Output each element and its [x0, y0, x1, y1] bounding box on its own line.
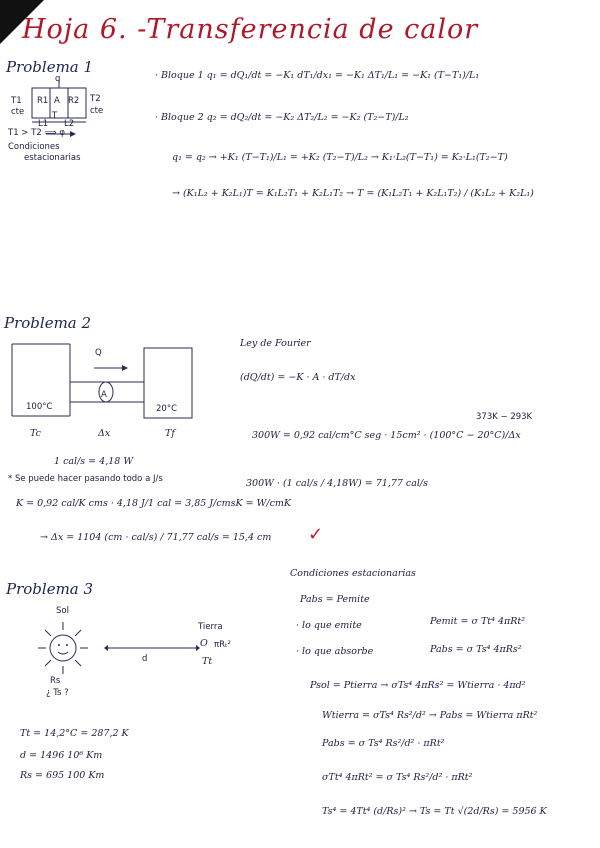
p1-line-4: → (K₁L₂ + K₂L₁)T = K₁L₂T₁ + K₂L₁T₂ → T = (K₁L₂T₁ + K₂L₁T₂) / (K₁L₂ + K₂L₁): [172, 188, 534, 199]
p2-diagram-cold: 20°C: [156, 404, 178, 414]
p2-diagram-tf: Tf: [165, 428, 175, 439]
diagram-a: A: [54, 96, 60, 106]
p2-conversion-2: 300W · (1 cal/s / 4,18W) = 71,77 cal/s: [246, 478, 429, 489]
p2-result: → Δx = 1104 (cm · cal/s) / 71,77 cal/s = 15,4 cm: [40, 532, 272, 543]
problem-3-heading: Problema 3: [6, 580, 94, 598]
sun-label: Sol: [56, 606, 69, 616]
p1-line-2: · Bloque 2 q₂ = dQ₂/dt = −K₂ ΔT₂/L₂ = −K₂ (T₂−T)/L₂: [155, 112, 409, 123]
diagram-cte-right: cte: [90, 106, 104, 116]
p2-sub-note: 373K − 293K: [476, 412, 533, 422]
problem-1-heading: Problema 1: [6, 58, 94, 76]
sun-temp-question: ¿ Ts ?: [46, 688, 69, 698]
cond-note-1: Condiciones: [8, 142, 60, 152]
distance-arrow: [104, 640, 204, 656]
p2-diagram-hot: 100°C: [26, 402, 53, 412]
p2-conversion: 1 cal/s = 4,18 W: [54, 456, 134, 467]
p2-diagram-q: Q: [95, 348, 102, 358]
p3-emite-label: · lo que emite: [296, 620, 362, 631]
p1-line-3: q₁ = q₂ → +K₁ (T−T₁)/L₁ = +K₂ (T₂−T)/L₂ → K₁·L₂(T−T₁) = K₂·L₁(T₂−T): [172, 152, 508, 163]
earth-temp: Tt: [202, 656, 213, 667]
fourier-title: Ley de Fourier: [240, 338, 311, 349]
p3-absorbe-label: · lo que absorbe: [296, 646, 374, 657]
p3-conditions: Condiciones estacionarias: [290, 568, 416, 579]
distance-label: d: [142, 654, 148, 664]
diagram-t: T: [52, 111, 58, 121]
p3-line-2: Wtierra = σTs⁴ Rs²/d² → Pabs = Wtierra πRt²: [322, 710, 538, 721]
p2-diagram-a: A: [101, 390, 107, 400]
p3-line-3: Pabs = σ Ts⁴ Rs²/d² · πRt²: [322, 738, 445, 749]
p2-k-line: K = 0,92 cal/K cms · 4,18 J/1 cal = 3,85 J/cmsK = W/cmK: [16, 498, 292, 509]
diagram-t2: T2: [90, 94, 101, 104]
diagram-cte-left: cte: [11, 107, 25, 117]
p2-note: * Se puede hacer pasando todo a J/s: [8, 474, 163, 484]
earth-label: Tierra: [198, 622, 223, 632]
diagram-l2: L2: [64, 119, 75, 129]
p3-line-5: Ts⁴ = 4Tt⁴ (d/Rs)² → Ts = Tt √(2d/Rs) = 5956 K: [322, 806, 547, 817]
diagram-r1: R1: [37, 96, 49, 106]
p3-line-1: Psol = Ptierra → σTs⁴ 4πRs² = Wtierra · 4πd²: [310, 680, 526, 691]
check-mark: ✓: [308, 524, 324, 545]
p3-data-2: d = 1496 10⁶ Km: [20, 750, 103, 761]
sun-icon: [30, 618, 100, 678]
sun-radius: Rs: [50, 676, 61, 686]
diagram-t1: T1: [11, 96, 22, 106]
p3-data-3: Rs = 695 100 Km: [20, 770, 105, 781]
diagram-condition: T1 > T2 ⟹ φ: [8, 128, 65, 138]
p3-pabs: Pabs = Pemite: [300, 594, 370, 605]
problem-2-heading: Problema 2: [4, 314, 92, 332]
fourier-law: (dQ/dt) = −K · A · dT/dx: [240, 372, 356, 383]
p3-line-4: σTt⁴ 4πRt² = σ Ts⁴ Rs²/d² · πRt²: [322, 772, 473, 783]
p3-data-1: Tt = 14,2°C = 287,2 K: [20, 728, 129, 739]
earth-area: πRₜ²: [214, 640, 231, 650]
problem-2-diagram: [10, 340, 200, 430]
diagram-q: q: [55, 74, 61, 84]
diagram-l1: L1: [38, 119, 49, 129]
diagram-r2: R2: [68, 96, 80, 106]
p2-substitution: 300W = 0,92 cal/cm°C seg · 15cm² · (100°C − 20°C)/Δx: [252, 430, 521, 441]
p1-line-1: · Bloque 1 q₁ = dQ₁/dt = −K₁ dT₁/dx₁ = −K₁ ΔT₁/L₁ = −K₁ (T−T₁)/L₁: [155, 70, 480, 81]
p3-absorbe-eq: Pabs = σ Ts⁴ 4πRs²: [430, 644, 522, 655]
cond-note-2: estacionarias: [24, 153, 81, 163]
page-title: Hoja 6. -Transferencia de calor: [22, 14, 479, 45]
p2-diagram-dx: Δx: [98, 428, 111, 439]
p3-emite-eq: Pemit = σ Tt⁴ 4πRt²: [430, 616, 526, 627]
p2-diagram-tc: Tc: [30, 428, 41, 439]
earth-symbol: O: [200, 638, 208, 649]
